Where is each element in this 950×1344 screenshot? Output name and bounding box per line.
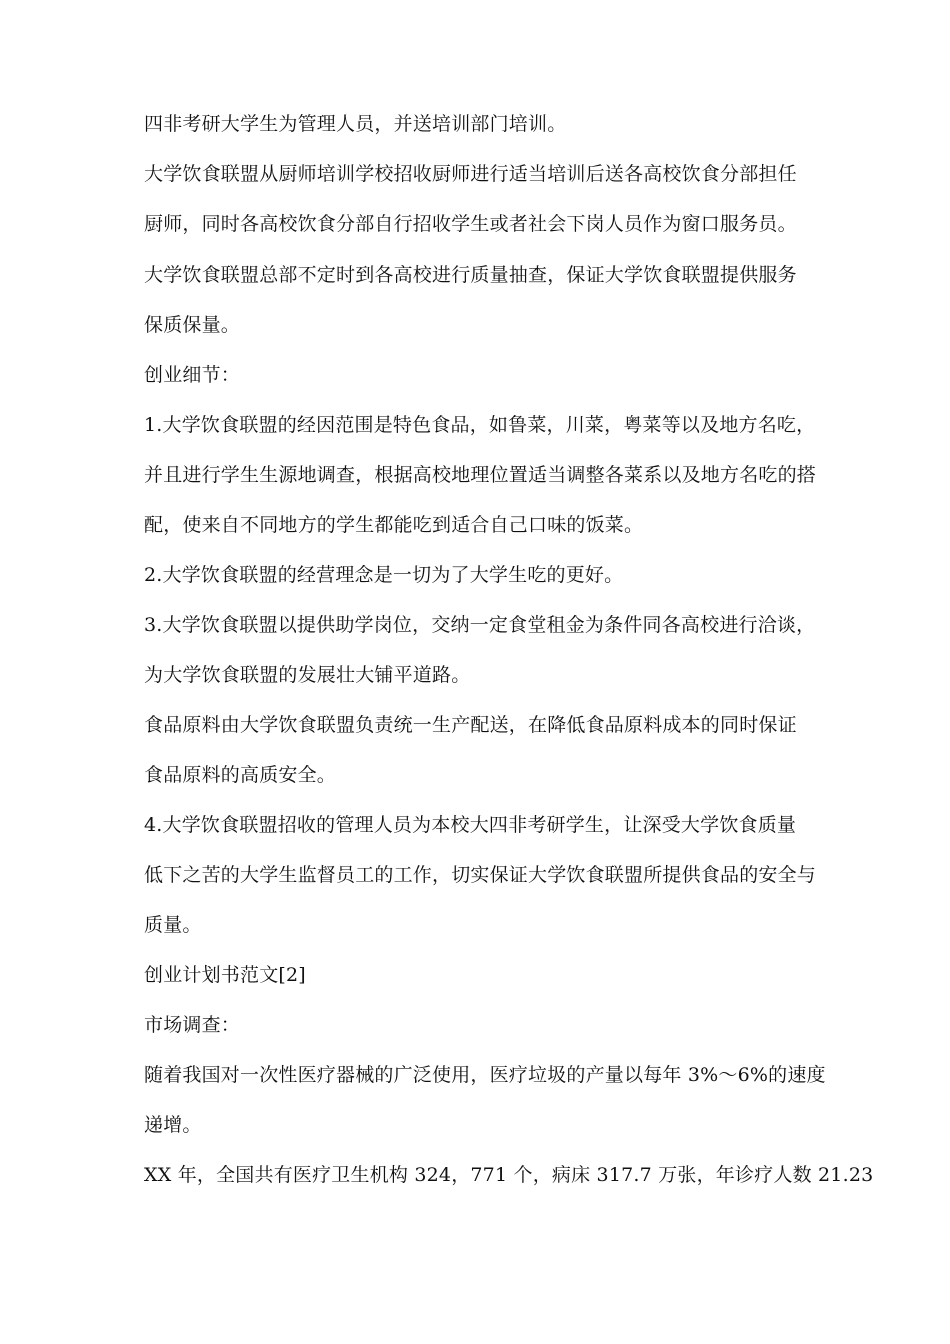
text-line: 并且进行学生生源地调查，根据高校地理位置适当调整各菜系以及地方名吃的搭 xyxy=(144,464,817,486)
section-heading: 创业计划书范文[2] xyxy=(144,964,306,986)
text-line: 低下之苦的大学生监督员工的工作，切实保证大学饮食联盟所提供食品的安全与 xyxy=(144,864,817,886)
text-line: 配，使来自不同地方的学生都能吃到适合自己口味的饭菜。 xyxy=(144,514,644,536)
text-line: 食品原料的高质安全。 xyxy=(144,764,337,786)
text-line: 食品原料由大学饮食联盟负责统一生产配送，在降低食品原料成本的同时保证 xyxy=(144,714,797,736)
section-heading: 市场调查： xyxy=(144,1014,241,1036)
text-line: 厨师，同时各高校饮食分部自行招收学生或者社会下岗人员作为窗口服务员。 xyxy=(144,213,797,235)
text-line: 保质保量。 xyxy=(144,314,241,336)
text-line: 2.大学饮食联盟的经营理念是一切为了大学生吃的更好。 xyxy=(144,564,624,586)
text-line: 4.大学饮食联盟招收的管理人员为本校大四非考研学生，让深受大学饮食质量 xyxy=(144,814,797,836)
text-line: 1.大学饮食联盟的经因范围是特色食品，如鲁菜，川菜，粤菜等以及地方名吃， xyxy=(144,414,816,436)
text-line: 大学饮食联盟从厨师培训学校招收厨师进行适当培训后送各高校饮食分部担任 xyxy=(144,163,797,185)
text-line: 大学饮食联盟总部不定时到各高校进行质量抽查，保证大学饮食联盟提供服务 xyxy=(144,264,797,286)
section-heading: 创业细节： xyxy=(144,364,241,386)
text-line: 为大学饮食联盟的发展壮大铺平道路。 xyxy=(144,664,471,686)
text-line: 3.大学饮食联盟以提供助学岗位，交纳一定食堂租金为条件同各高校进行洽谈， xyxy=(144,614,816,636)
text-line: XX 年，全国共有医疗卫生机构 324，771 个，病床 317.7 万张，年诊疗人数 21.23 xyxy=(144,1164,874,1186)
text-line: 四非考研大学生为管理人员，并送培训部门培训。 xyxy=(144,113,567,135)
text-line: 递增。 xyxy=(144,1114,202,1136)
text-line: 随着我国对一次性医疗器械的广泛使用，医疗垃圾的产量以每年 3%～6%的速度 xyxy=(144,1064,826,1086)
text-line: 质量。 xyxy=(144,914,202,936)
